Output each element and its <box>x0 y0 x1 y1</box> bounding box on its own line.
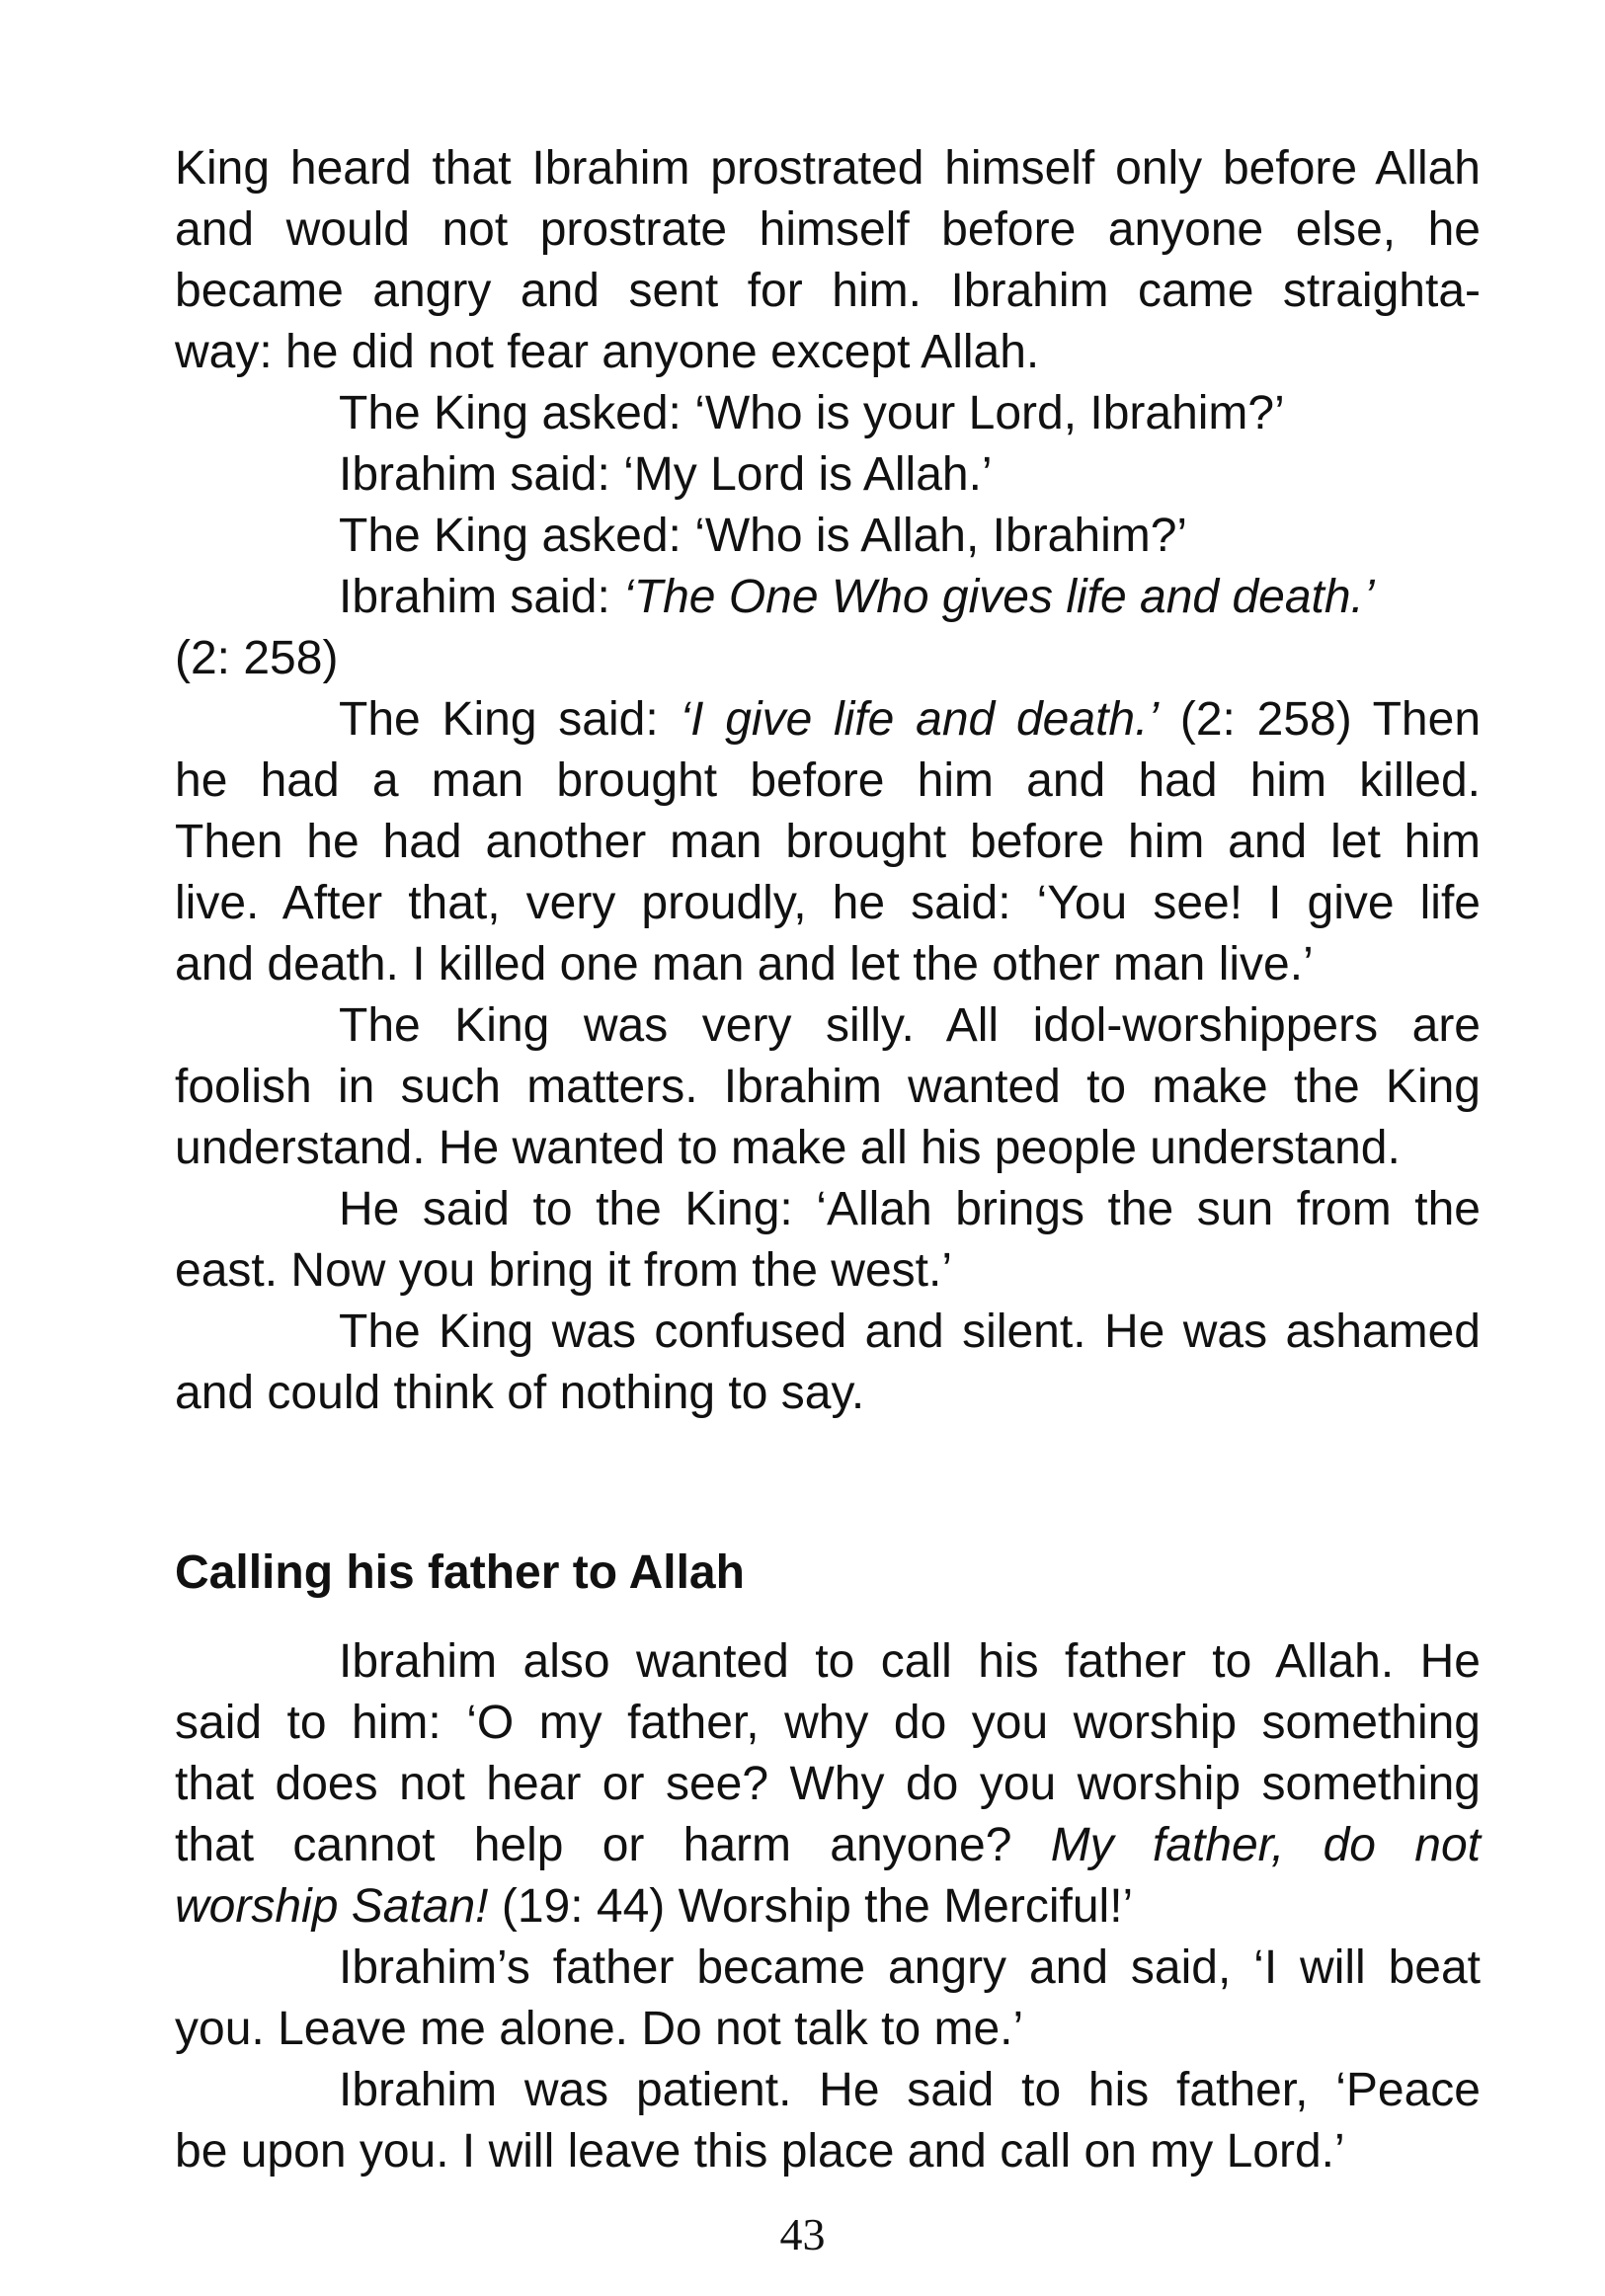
quran-quote: ‘I give life and death.’ <box>680 693 1160 746</box>
text-run: that cannot help or harm anyone? <box>175 1819 1012 1871</box>
text-line: east. Now you bring it from the west.’ <box>175 1244 952 1297</box>
text-line: way: he did not fear anyone except Allah. <box>175 326 1040 378</box>
text-line: Ibrahim also wanted to call his father to Allah. He <box>339 1635 1481 1688</box>
text-line <box>175 567 1481 628</box>
text-line: Ibrahim said: ‘My Lord is Allah.’ <box>339 448 993 501</box>
text-line: Then he had another man brought before him and let him <box>175 816 1481 868</box>
quran-quote: ‘The One Who gives life and death.’ <box>623 571 1375 623</box>
text-line: The King asked: ‘Who is Allah, Ibrahim?’ <box>339 510 1188 562</box>
text-line <box>175 1876 1481 1938</box>
text-run: The King said: <box>339 693 659 746</box>
page-number: 43 <box>779 2209 826 2259</box>
quran-quote: worship Satan! <box>175 1880 489 1933</box>
text-line: and would not prostrate himself before anyone else, he <box>175 203 1481 256</box>
section-heading: Calling his father to Allah <box>175 1546 745 1599</box>
text-line: The King asked: ‘Who is your Lord, Ibrahim?’ <box>339 387 1285 439</box>
text-line: understand. He wanted to make all his people understand. <box>175 1122 1401 1174</box>
text-line: and could think of nothing to say. <box>175 1367 865 1419</box>
text-run: (2: 258) Then <box>1179 693 1482 746</box>
quran-quote: My father, do not <box>1050 1819 1481 1871</box>
text-line: (2: 258) <box>175 632 339 684</box>
text-line: Ibrahim was patient. He said to his father, ‘Peace <box>339 2064 1481 2116</box>
text-line: King heard that Ibrahim prostrated himself only before Allah <box>175 142 1481 195</box>
text-line: The King was very silly. All idol-worshippers are <box>339 999 1481 1052</box>
text-line: you. Leave me alone. Do not talk to me.’ <box>175 2003 1024 2055</box>
text-run: Ibrahim said: <box>339 571 610 623</box>
text-line: foolish in such matters. Ibrahim wanted to make the King <box>175 1061 1481 1113</box>
text-line: became angry and sent for him. Ibrahim came straighta- <box>175 265 1481 317</box>
text-line: said to him: ‘O my father, why do you worship something <box>175 1697 1481 1749</box>
text-run: (19: 44) Worship the Merciful!’ <box>501 1880 1134 1933</box>
text-line: he had a man brought before him and had him killed. <box>175 754 1481 807</box>
text-line: live. After that, very proudly, he said: ‘You see! I give life <box>175 877 1481 929</box>
page-body <box>175 138 1481 2182</box>
text-line: be upon you. I will leave this place and call on my Lord.’ <box>175 2125 1345 2177</box>
text-line: He said to the King: ‘Allah brings the sun from the <box>339 1183 1481 1235</box>
text-line: that does not hear or see? Why do you worship something <box>175 1758 1481 1810</box>
text-line: The King was confused and silent. He was ashamed <box>339 1306 1481 1358</box>
text-line <box>175 689 1481 751</box>
text-line: Ibrahim’s father became angry and said, ‘I will beat <box>339 1941 1481 1994</box>
text-line <box>175 1815 1481 1876</box>
text-line: and death. I killed one man and let the other man live.’ <box>175 938 1314 990</box>
